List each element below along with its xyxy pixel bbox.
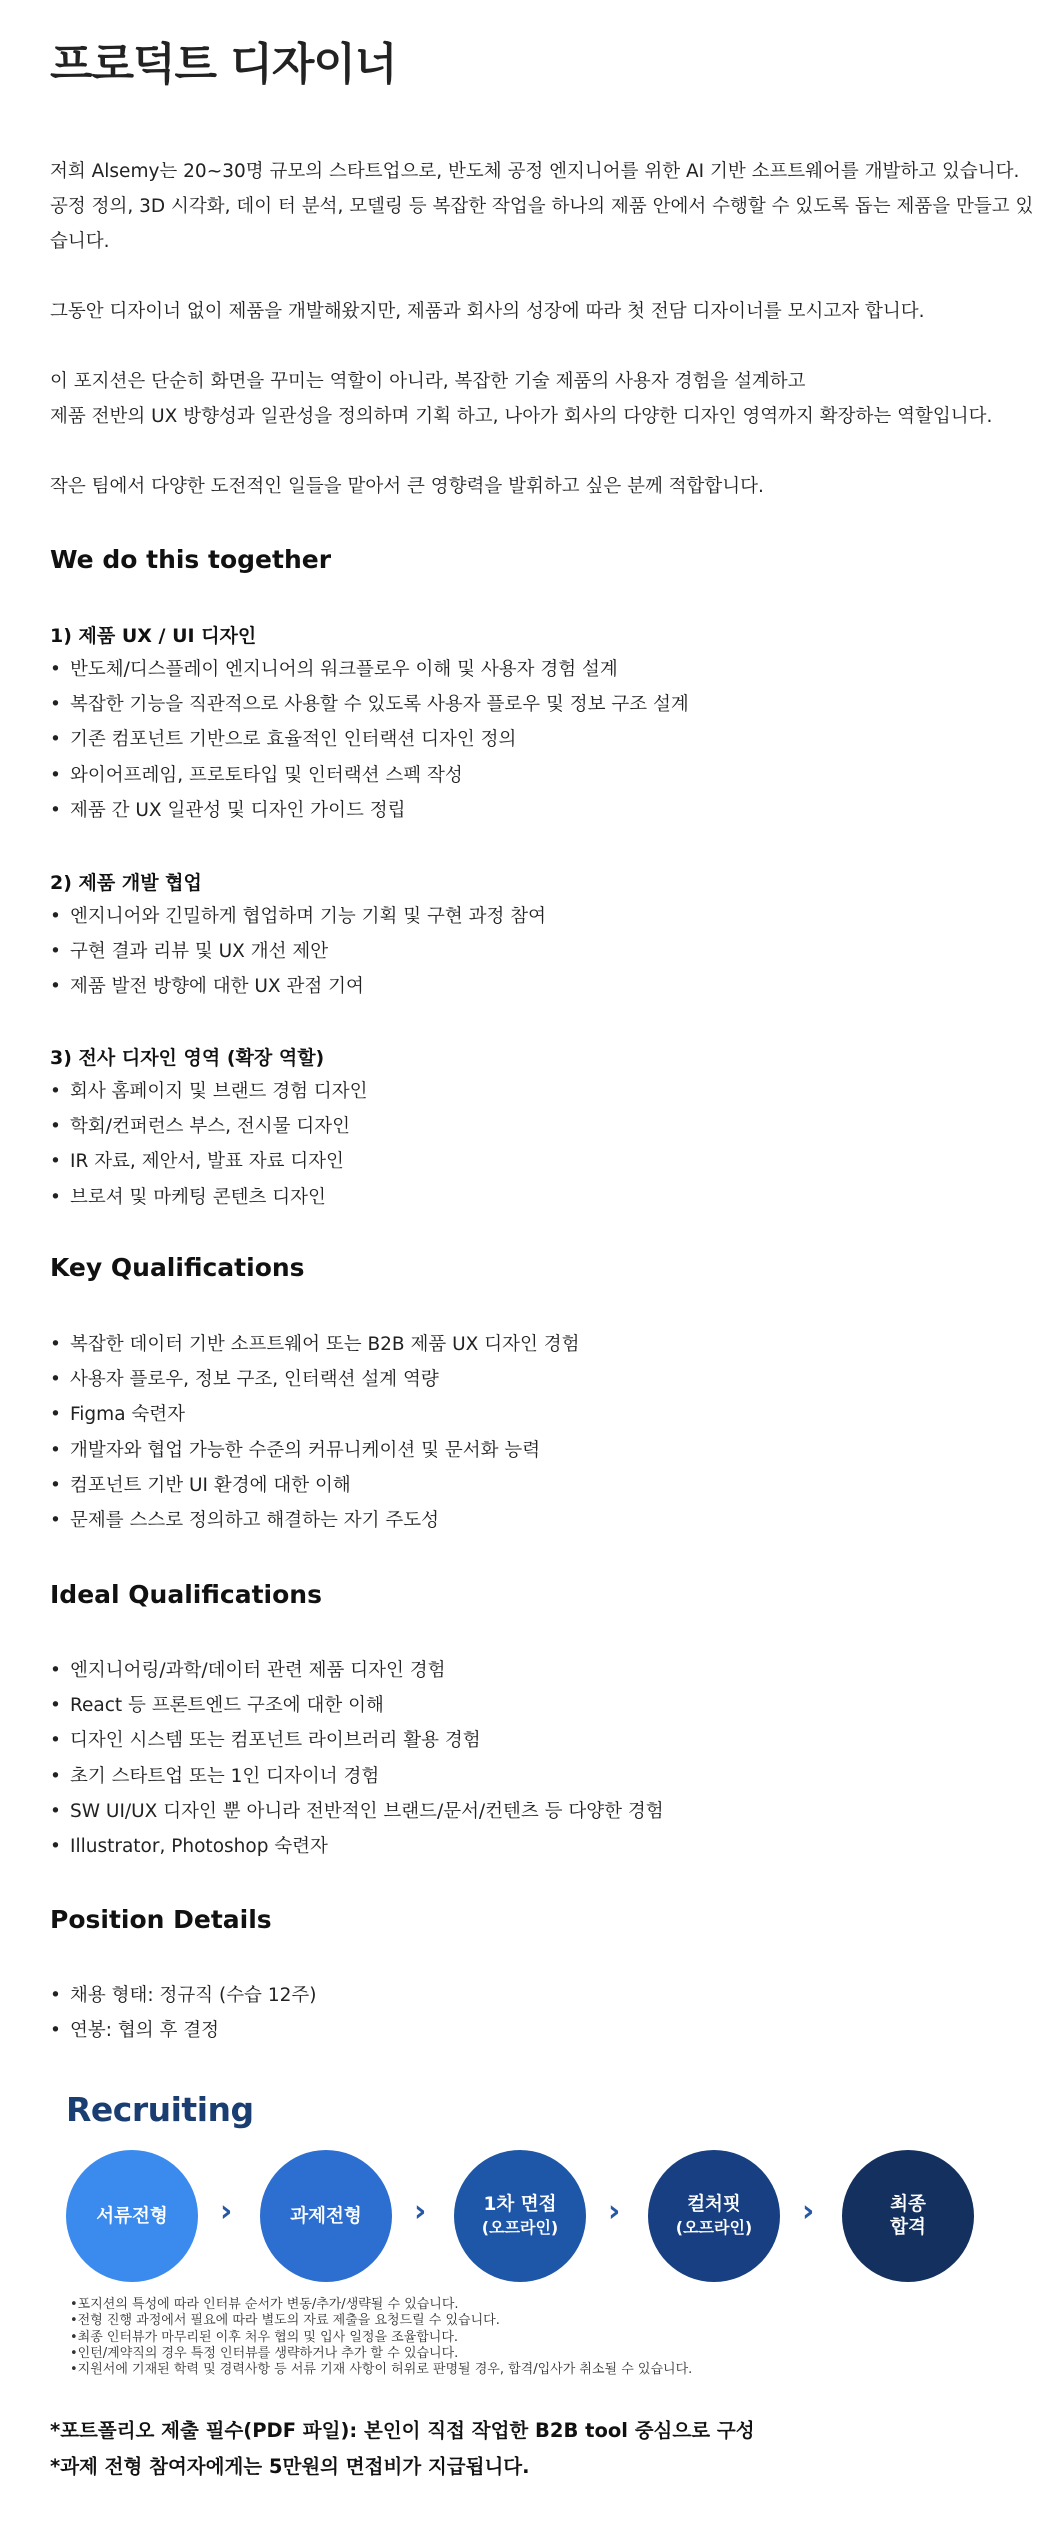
- chevron-right-icon: ›: [414, 2194, 427, 2229]
- intro-line: 이 포지션은 단순히 화면을 꾸미는 역할이 아니라, 복잡한 기술 제품의 사용자 경험을 설계하고: [50, 371, 806, 392]
- list-item: • 연봉: 협의 후 결정: [50, 2013, 316, 2048]
- list-item: • 컴포넌트 기반 UI 환경에 대한 이해: [50, 1468, 579, 1503]
- list-ux-ui: [50, 652, 689, 828]
- list-company-design: [50, 1074, 367, 1215]
- bullet: •: [50, 1985, 61, 2006]
- list-item: • 디자인 시스템 또는 컴포넌트 라이브러리 활용 경험: [50, 1723, 664, 1758]
- bullet: •: [50, 1369, 61, 1391]
- group-title-ux-ui: 1) 제품 UX / UI 디자인: [50, 625, 257, 647]
- bullet: •: [50, 1186, 61, 1208]
- list-item: • 복잡한 기능을 직관적으로 사용할 수 있도록 사용자 플로우 및 정보 구조 설계: [50, 687, 689, 722]
- bullet: •: [50, 976, 61, 998]
- bullet: •: [50, 1765, 61, 1787]
- bullet: •: [50, 694, 61, 716]
- list-key-qualifications: [50, 1327, 579, 1538]
- portfolio-notice: *포트폴리오 제출 필수(PDF 파일): 본인이 직접 작업한 B2B tool 중심으로 구성: [50, 2419, 755, 2442]
- section-heading-together: We do this together: [50, 545, 332, 574]
- note-item: •포지션의 특성에 따라 인터뷰 순서가 변동/추가/생략될 수 있습니다.: [70, 2297, 459, 2312]
- bullet: •: [50, 1439, 61, 1461]
- intro-paragraph-hiring: 그동안 디자이너 없이 제품을 개발해왔지만, 제품과 회사의 성장에 따라 첫 전담 디자이너를 모시고자 합니다.: [50, 301, 925, 322]
- intro-line: 제품 전반의 UX 방향성과 일관성을 정의하며 기획 하고, 나아가 회사의 다양한 디자인 영역까지 확장하는 역할입니다.: [50, 406, 993, 427]
- bullet: •: [50, 2020, 61, 2042]
- bullet: •: [50, 1151, 61, 1173]
- list-item: • 개발자와 협업 가능한 수준의 커뮤니케이션 및 문서화 능력: [50, 1433, 579, 1468]
- intro-paragraph-fit: 작은 팀에서 다양한 도전적인 일들을 맡아서 큰 영향력을 발휘하고 싶은 분께 적합합니다.: [50, 476, 764, 497]
- group-title-dev-collab: 2) 제품 개발 협업: [50, 872, 202, 894]
- bullet: •: [50, 1404, 61, 1426]
- list-item: • 사용자 플로우, 정보 구조, 인터랙션 설계 역량: [50, 1362, 579, 1397]
- bullet: •: [50, 1730, 61, 1752]
- list-item: • 반도체/디스플레이 엔지니어의 워크플로우 이해 및 사용자 경험 설계: [50, 652, 689, 687]
- bullet: •: [50, 764, 61, 786]
- list-item: • 브로셔 및 마케팅 콘텐츠 디자인: [50, 1180, 367, 1215]
- section-heading-key-qualifications: Key Qualifications: [50, 1253, 305, 1282]
- list-dev-collab: [50, 899, 546, 1005]
- bullet: •: [50, 1081, 61, 1102]
- list-item: • 회사 홈페이지 및 브랜드 경험 디자인: [50, 1074, 367, 1109]
- list-item: • 구현 결과 리뷰 및 UX 개선 제안: [50, 934, 546, 969]
- bullet: •: [50, 941, 61, 963]
- list-position-details: [50, 1978, 316, 2048]
- list-item: • 학회/컨퍼런스 부스, 전시물 디자인: [50, 1109, 367, 1144]
- bullet: •: [50, 906, 61, 927]
- intro-paragraph-role: [50, 364, 1010, 434]
- note-item: •지원서에 기재된 학력 및 경력사항 등 서류 기재 사항이 허위로 판명될 경우, 합격/입사가 취소될 수 있습니다.: [70, 2362, 693, 2378]
- note-item: •전형 진행 과정에서 필요에 따라 별도의 자료 제출을 요청드릴 수 있습니다.: [70, 2313, 500, 2329]
- note-item: •최종 인터뷰가 마무리된 이후 처우 협의 및 입사 일정을 조율합니다.: [70, 2329, 459, 2345]
- list-item: • SW UI/UX 디자인 뿐 아니라 전반적인 브랜드/문서/컨텐츠 등 다양한 경험: [50, 1794, 664, 1829]
- page-title: 프로덕트 디자이너: [50, 39, 397, 90]
- list-item: • Illustrator, Photoshop 숙련자: [50, 1829, 664, 1864]
- list-item: • 제품 간 UX 일관성 및 디자인 가이드 정립: [50, 793, 689, 828]
- step-document-screening: 서류전형: [66, 2150, 198, 2282]
- list-item: • IR 자료, 제안서, 발표 자료 디자인: [50, 1144, 367, 1179]
- chevron-right-icon: ›: [802, 2194, 815, 2229]
- group-title-company-design: 3) 전사 디자인 영역 (확장 역할): [50, 1047, 325, 1069]
- bullet: •: [50, 1660, 61, 1681]
- bullet: •: [50, 1334, 61, 1355]
- list-item: • Figma 숙련자: [50, 1397, 579, 1432]
- recruiting-notes: [70, 2297, 692, 2378]
- step-assignment: 과제전형: [260, 2150, 392, 2282]
- bullet: •: [50, 729, 61, 751]
- bullet: •: [50, 1116, 61, 1138]
- bullet: •: [50, 1695, 61, 1717]
- list-item: • 제품 발전 방향에 대한 UX 관점 기여: [50, 969, 546, 1004]
- intro-line: 습니다.: [50, 231, 110, 252]
- list-item: • 와이어프레임, 프로토타입 및 인터랙션 스펙 작성: [50, 758, 689, 793]
- bullet: •: [50, 1800, 61, 1822]
- bullet: •: [50, 1835, 61, 1857]
- list-ideal-qualifications: [50, 1653, 664, 1864]
- list-item: • 기존 컴포넌트 기반으로 효율적인 인터랙션 디자인 정의: [50, 722, 689, 757]
- chevron-right-icon: ›: [608, 2194, 621, 2229]
- section-heading-position-details: Position Details: [50, 1905, 272, 1934]
- list-item: • 초기 스타트업 또는 1인 디자이너 경험: [50, 1759, 664, 1794]
- list-item: • 문제를 스스로 정의하고 해결하는 자기 주도성: [50, 1503, 579, 1538]
- section-heading-ideal-qualifications: Ideal Qualifications: [50, 1580, 322, 1609]
- list-item: • React 등 프론트엔드 구조에 대한 이해: [50, 1688, 664, 1723]
- note-item: •인턴/계약직의 경우 특정 인터뷰를 생략하거나 추가 할 수 있습니다.: [70, 2345, 459, 2361]
- bullet: •: [50, 799, 61, 821]
- list-item: • 복잡한 데이터 기반 소프트웨어 또는 B2B 제품 UX 디자인 경험: [50, 1327, 579, 1362]
- list-item: • 엔지니어와 긴밀하게 협업하며 기능 기획 및 구현 과정 참여: [50, 899, 546, 934]
- chevron-right-icon: ›: [220, 2194, 233, 2229]
- step-first-interview: 1차 면접 (오프라인): [454, 2150, 586, 2282]
- bullet: •: [50, 659, 61, 680]
- step-culture-fit: 컬처핏 (오프라인): [648, 2150, 780, 2282]
- step-final-pass: 최종 합격: [842, 2150, 974, 2282]
- intro-line: 저희 Alsemy는 20~30명 규모의 스타트업으로, 반도체 공정 엔지니어를 위한 AI 기반 소프트웨어를 개발하고 있습니다.: [50, 161, 1020, 182]
- bullet: •: [50, 1509, 61, 1531]
- list-item: • 엔지니어링/과학/데이터 관련 제품 디자인 경험: [50, 1653, 664, 1688]
- recruiting-title: Recruiting: [66, 2090, 254, 2129]
- list-item: • 채용 형태: 정규직 (수습 12주): [50, 1978, 316, 2013]
- intro-line: 공정 정의, 3D 시각화, 데이 터 분석, 모델링 등 복잡한 작업을 하나의 제품 안에서 수행할 수 있도록 돕는 제품을 만들고 있: [50, 196, 1034, 217]
- interview-fee-notice: *과제 전형 참여자에게는 5만원의 면접비가 지급됩니다.: [50, 2455, 530, 2478]
- intro-paragraph-company: [50, 154, 1034, 259]
- bullet: •: [50, 1474, 61, 1496]
